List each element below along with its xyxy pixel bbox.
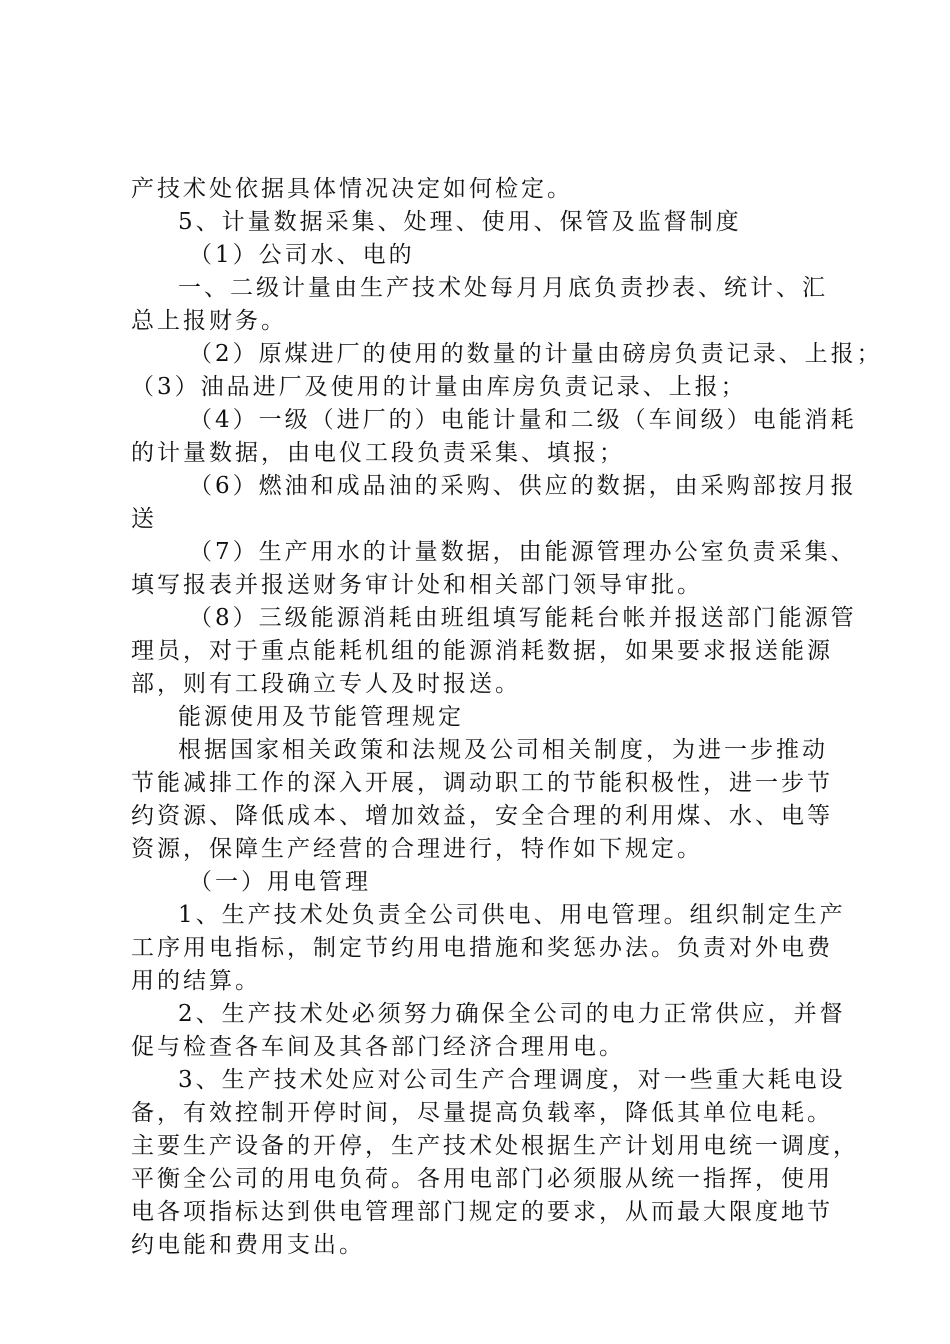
text-line: 工序用电指标，制定节约用电措施和奖惩办法。负责对外电费 — [131, 935, 833, 961]
text-line: 促与检查各车间及其各部门经济合理用电。 — [131, 1034, 625, 1060]
text-line: 部，则有工段确立专人及时报送。 — [131, 671, 521, 697]
text-line: 节能减排工作的深入开展，调动职工的节能积极性，进一步节 — [131, 770, 833, 796]
subsection-heading: （1）公司水、电的 — [189, 242, 415, 268]
text-line: （3）油品进厂及使用的计量由库房负责记录、上报； — [131, 374, 747, 400]
text-line: （6）燃油和成品油的采购、供应的数据，由采购部按月报 — [189, 473, 857, 499]
text-line: 电各项指标达到供电管理部门规定的要求，从而最大限度地节 — [131, 1199, 833, 1225]
subsection-heading: （一）用电管理 — [189, 869, 371, 895]
text-line: （7）生产用水的计量数据，由能源管理办公室负责采集、 — [189, 539, 857, 565]
text-line: 约资源、降低成本、增加效益，安全合理的利用煤、水、电等 — [131, 803, 833, 829]
text-line: 填写报表并报送财务审计处和相关部门领导审批。 — [131, 572, 703, 598]
section-heading: 能源使用及节能管理规定 — [178, 704, 464, 730]
text-line: 约电能和费用支出。 — [131, 1232, 365, 1258]
text-line: 总上报财务。 — [131, 308, 287, 334]
document-body — [131, 173, 883, 1262]
section-heading: 5、计量数据采集、处理、使用、保管及监督制度 — [178, 209, 742, 235]
text-line: 送 — [131, 506, 157, 532]
text-line: 3、生产技术处应对公司生产合理调度，对一些重大耗电设 — [178, 1067, 846, 1093]
text-line: 用的结算。 — [131, 968, 261, 994]
text-line: 主要生产设备的开停，生产技术处根据生产计划用电统一调度， — [131, 1133, 859, 1159]
text-line: 产技术处依据具体情况决定如何检定。 — [131, 176, 573, 202]
text-line: 2、生产技术处必须努力确保全公司的电力正常供应，并督 — [178, 1001, 846, 1027]
text-line: 根据国家相关政策和法规及公司相关制度，为进一步推动 — [178, 737, 828, 763]
text-line: 的计量数据，由电仪工段负责采集、填报； — [131, 440, 625, 466]
text-line: 资源，保障生产经营的合理进行，特作如下规定。 — [131, 836, 703, 862]
text-line: 备，有效控制开停时间，尽量提高负载率，降低其单位电耗。 — [131, 1100, 833, 1126]
text-line: （4）一级（进厂的）电能计量和二级（车间级）电能消耗 — [189, 407, 857, 433]
text-line: （2）原煤进厂的使用的数量的计量由磅房负责记录、上报； — [189, 341, 883, 367]
text-line: 平衡全公司的用电负荷。各用电部门必须服从统一指挥，使用 — [131, 1166, 833, 1192]
text-line: （8）三级能源消耗由班组填写能耗台帐并报送部门能源管 — [189, 605, 857, 631]
text-line: 理员，对于重点能耗机组的能源消耗数据，如果要求报送能源 — [131, 638, 833, 664]
text-line: 1、生产技术处负责全公司供电、用电管理。组织制定生产 — [178, 902, 846, 928]
text-line: 一、二级计量由生产技术处每月月底负责抄表、统计、汇 — [178, 275, 828, 301]
